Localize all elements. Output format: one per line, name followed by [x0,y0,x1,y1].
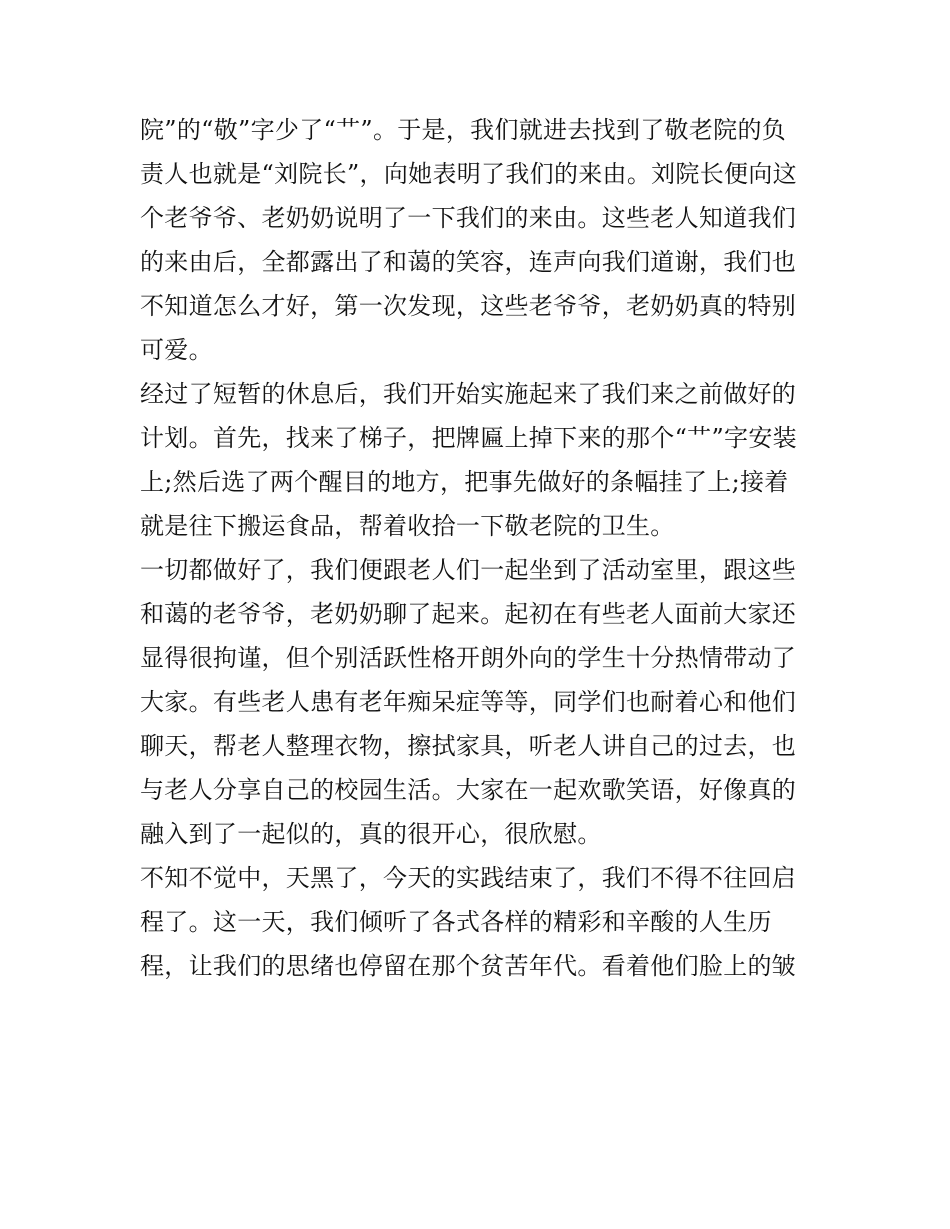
text-line: 责人也就是“刘院长”，向她表明了我们的来由。刘院长便向这 [140,160,797,188]
text-line: 上;然后选了两个醒目的地方，把事先做好的条幅挂了上;接着 [140,468,789,496]
paragraph-2 [140,372,820,548]
text-line: 和蔼的老爷爷，老奶奶聊了起来。起初在有些老人面前大家还 [140,600,797,628]
text-line: 程了。这一天，我们倾听了各式各样的精彩和辛酸的人生历 [140,908,772,936]
text-line: 与老人分享自己的校园生活。大家在一起欢歌笑语，好像真的 [140,776,797,804]
text-line: 一切都做好了，我们便跟老人们一起坐到了活动室里，跟这些 [140,556,797,584]
text-line: 可爱。 [140,336,213,364]
text-line: 个老爷爷、老奶奶说明了一下我们的来由。这些老人知道我们 [140,204,797,232]
text-line: 程，让我们的思绪也停留在那个贫苦年代。看着他们脸上的皱 [140,952,797,980]
text-line: 融入到了一起似的，真的很开心，很欣慰。 [140,820,602,848]
text-line: 不知道怎么才好，第一次发现，这些老爷爷，老奶奶真的特别 [140,292,797,320]
paragraph-1 [140,108,820,372]
text-line: 大家。有些老人患有老年痴呆症等等，同学们也耐着心和他们 [140,688,797,716]
text-line: 院”的“敬”字少了“艹”。于是，我们就进去找到了敬老院的负 [140,116,787,144]
text-line: 经过了短暂的休息后，我们开始实施起来了我们来之前做好的 [140,380,797,408]
text-line: 计划。首先，找来了梯子，把牌匾上掉下来的那个“艹”字安装 [140,424,797,452]
text-line: 聊天，帮老人整理衣物，擦拭家具，听老人讲自己的过去，也 [140,732,797,760]
text-line: 显得很拘谨，但个别活跃性格开朗外向的学生十分热情带动了 [140,644,797,672]
paragraph-4 [140,856,820,988]
text-line: 不知不觉中，天黑了，今天的实践结束了，我们不得不往回启 [140,864,797,892]
document-page [140,108,820,988]
text-line: 的来由后，全都露出了和蔼的笑容，连声向我们道谢，我们也 [140,248,797,276]
text-line: 就是往下搬运食品，帮着收拾一下敬老院的卫生。 [140,512,675,540]
paragraph-3 [140,548,820,856]
